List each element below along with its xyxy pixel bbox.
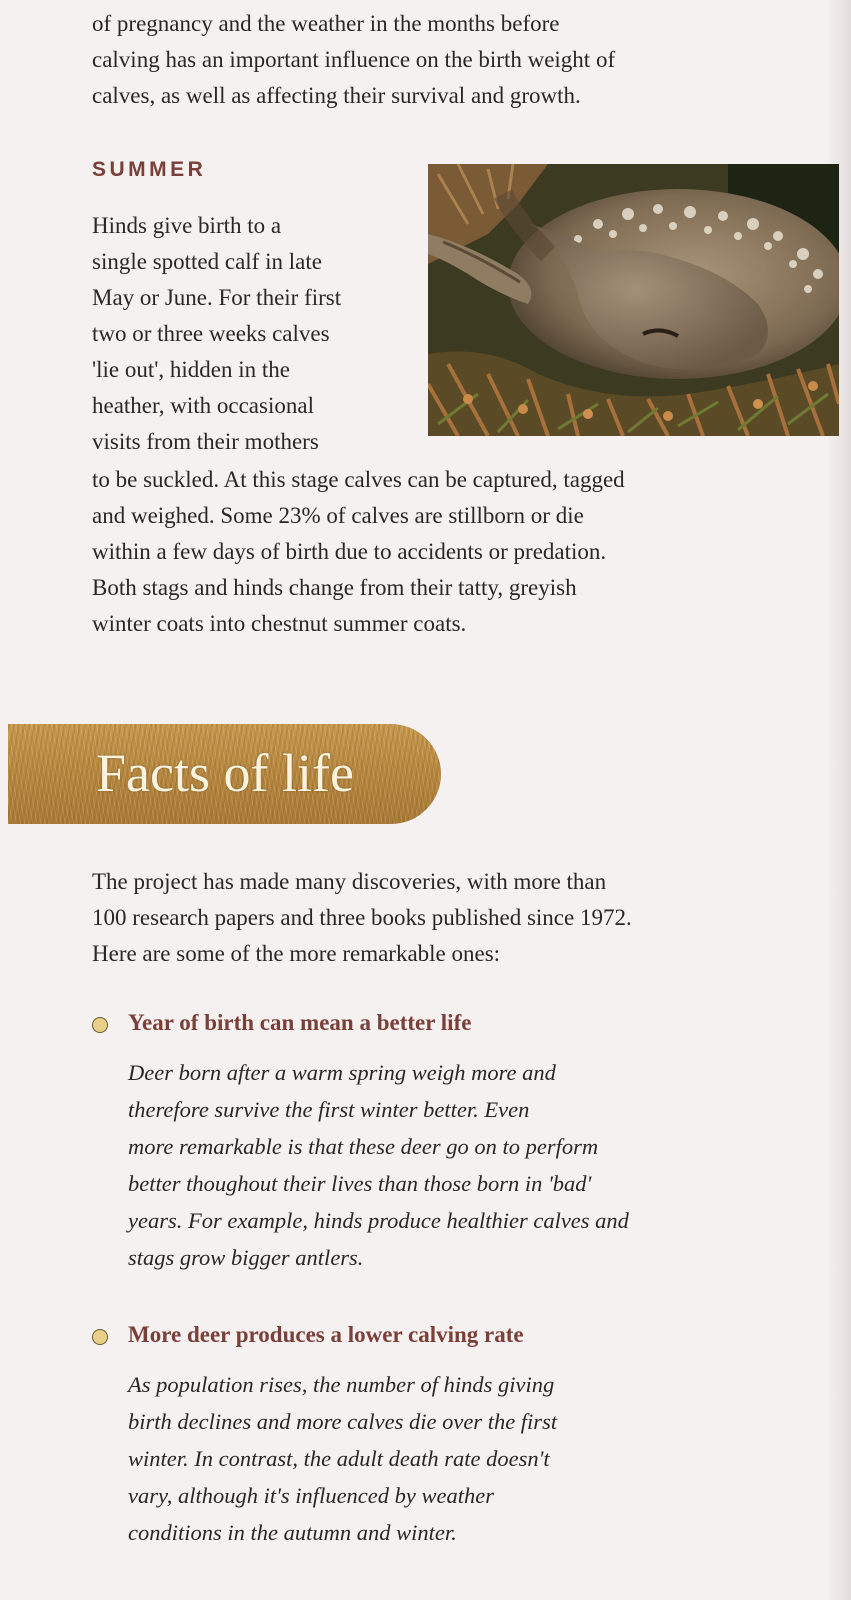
summer-line: visits from their mothers	[92, 429, 319, 454]
summer-line: and weighed. Some 23% of calves are stillborn or die	[92, 503, 584, 528]
summer-line: two or three weeks calves	[92, 321, 330, 346]
summer-line: single spotted calf in late	[92, 249, 322, 274]
fact-line: birth declines and more calves die over the first	[128, 1409, 558, 1434]
fact-line: Deer born after a warm spring weigh more and	[128, 1060, 556, 1085]
summer-line: heather, with occasional	[92, 393, 314, 418]
facts-intro-line: The project has made many discoveries, with more than	[92, 869, 607, 894]
fact-line: As population rises, the number of hinds giving	[128, 1372, 555, 1397]
facts-intro-line: 100 research papers and three books published since 1972.	[92, 905, 632, 930]
bullet-icon	[92, 1329, 108, 1345]
summer-line: within a few days of birth due to accidents or predation.	[92, 539, 607, 564]
facts-of-life-title: Facts of life	[96, 743, 354, 803]
intro-line: calves, as well as affecting their survival and growth.	[92, 83, 581, 108]
summer-paragraph-wide	[92, 462, 792, 642]
fact-line: winter. In contrast, the adult death rate doesn't	[128, 1446, 550, 1471]
summer-line: Both stags and hinds change from their tatty, greyish	[92, 575, 577, 600]
summer-line: to be suckled. At this stage calves can be captured, tagged	[92, 467, 625, 492]
fact-line: therefore survive the first winter better. Even	[128, 1097, 530, 1122]
fact-line: conditions in the autumn and winter.	[128, 1520, 457, 1545]
facts-intro-line: Here are some of the more remarkable ones:	[92, 941, 501, 966]
facts-intro-paragraph	[92, 864, 792, 972]
intro-line: calving has an important influence on the birth weight of	[92, 47, 616, 72]
fact-line: stags grow bigger antlers.	[128, 1245, 364, 1270]
fact-title: Year of birth can mean a better life	[128, 1010, 472, 1035]
deer-calf-illustration	[428, 164, 839, 436]
fact-line: vary, although it's influenced by weather	[128, 1483, 494, 1508]
summer-line: Hinds give birth to a	[92, 213, 282, 238]
fact-title: More deer produces a lower calving rate	[128, 1322, 524, 1347]
fact-line: years. For example, hinds produce healthier calves and	[128, 1208, 629, 1233]
fact-line: better thoughout their lives than those born in 'bad'	[128, 1171, 592, 1196]
intro-paragraph	[92, 6, 792, 114]
fact-line: more remarkable is that these deer go on to perform	[128, 1134, 599, 1159]
intro-line: of pregnancy and the weather in the months before	[92, 11, 560, 36]
bullet-icon	[92, 1017, 108, 1033]
summer-line: May or June. For their first	[92, 285, 342, 310]
deer-calf-photo	[428, 164, 839, 436]
fact-body	[128, 1366, 768, 1551]
summer-line: winter coats into chestnut summer coats.	[92, 611, 467, 636]
summer-paragraph-narrow	[92, 208, 402, 460]
summer-heading: SUMMER	[92, 158, 207, 181]
fact-body	[128, 1054, 768, 1276]
summer-line: 'lie out', hidden in the	[92, 357, 291, 382]
facts-of-life-banner	[8, 724, 441, 824]
